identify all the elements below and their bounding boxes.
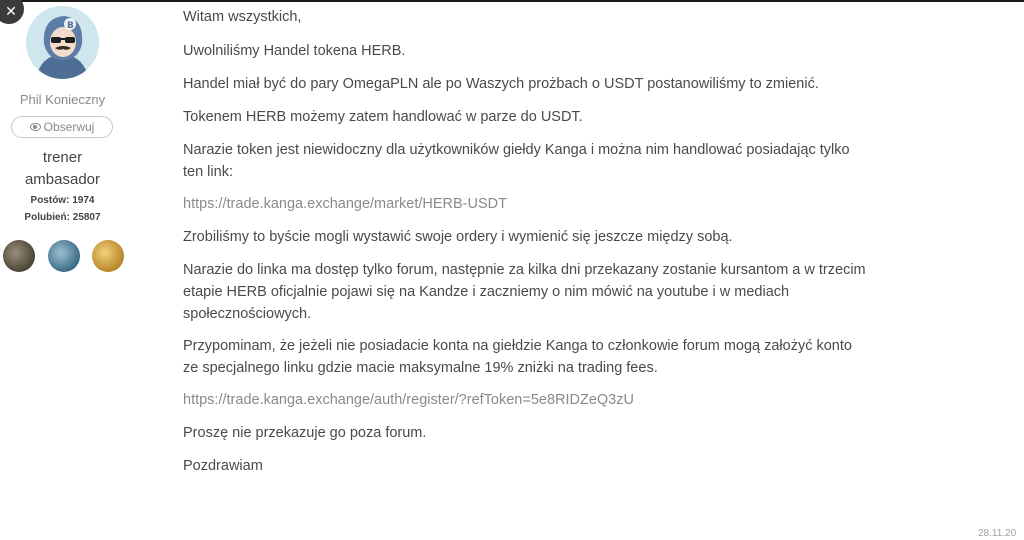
post-paragraph: etapie HERB oficjalnie pojawi się na Kandze i zaczniemy o nim mówić na youtube i w mediach — [183, 284, 790, 300]
post-paragraph: ze specjalnego linku gdzie macie maksymalne 19% zniżki na trading fees. — [183, 360, 658, 376]
silver-medal-icon[interactable] — [48, 240, 80, 272]
follow-button[interactable] — [11, 116, 113, 138]
author-name[interactable]: Phil Konieczny — [19, 92, 106, 107]
avatar-illustration — [26, 6, 99, 79]
market-link[interactable]: https://trade.kanga.exchange/market/HERB-USDT — [183, 196, 507, 212]
avatar[interactable] — [26, 6, 99, 79]
gold-medal-icon[interactable] — [92, 240, 124, 272]
market-link-paragraph — [183, 193, 973, 215]
eye-icon — [30, 123, 41, 131]
post-paragraph: Zrobiliśmy to byście mogli wystawić swoje ordery i wymienić się jeszcze między sobą. — [183, 229, 733, 245]
author-role-ambassador: ambasador — [24, 171, 101, 188]
register-link-paragraph — [183, 389, 973, 411]
post-paragraph: Uwolniliśmy Handel tokena HERB. — [183, 43, 406, 59]
post-paragraph: Przypominam, że jeżeli nie posiadacie konta na giełdzie Kanga to członkowie forum mogą założyć konto — [183, 338, 852, 354]
author-post-count: Postów: 1974 — [30, 195, 95, 206]
svg-text:B: B — [67, 21, 74, 31]
post-paragraph: społecznościowych. — [183, 306, 312, 322]
post-paragraph: Narazie do linka ma dostęp tylko forum, następnie za kilka dni przekazany zostanie kursantom a w trzecim — [183, 262, 866, 278]
post-paragraph: Narazie token jest niewidoczny dla użytkowników giełdy Kanga i można nim handlować posiadając tylko — [183, 142, 850, 158]
register-link[interactable]: https://trade.kanga.exchange/auth/register/?refToken=5e8RIDZeQ3zU — [183, 392, 634, 408]
post-greeting: Witam wszystkich, — [183, 9, 302, 25]
author-role-trainer: trener — [42, 149, 83, 166]
bronze-medal-icon[interactable] — [3, 240, 35, 272]
author-like-count: Polubień: 25807 — [24, 212, 101, 223]
follow-label: Obserwuj — [43, 120, 95, 134]
top-border — [0, 0, 1024, 2]
post-paragraph: Handel miał być do pary OmegaPLN ale po Waszych prożbach o USDT postanowiliśmy to zmienić. — [183, 76, 819, 92]
post-paragraph: ten link: — [183, 164, 233, 180]
post-paragraph: Proszę nie przekazuje go poza forum. — [183, 425, 427, 441]
close-icon[interactable]: ✕ — [0, 0, 24, 24]
post-date: 28.11.20 — [978, 528, 1017, 539]
post-paragraph: Tokenem HERB możemy zatem handlować w parze do USDT. — [183, 109, 583, 125]
post-closing: Pozdrawiam — [183, 458, 263, 474]
